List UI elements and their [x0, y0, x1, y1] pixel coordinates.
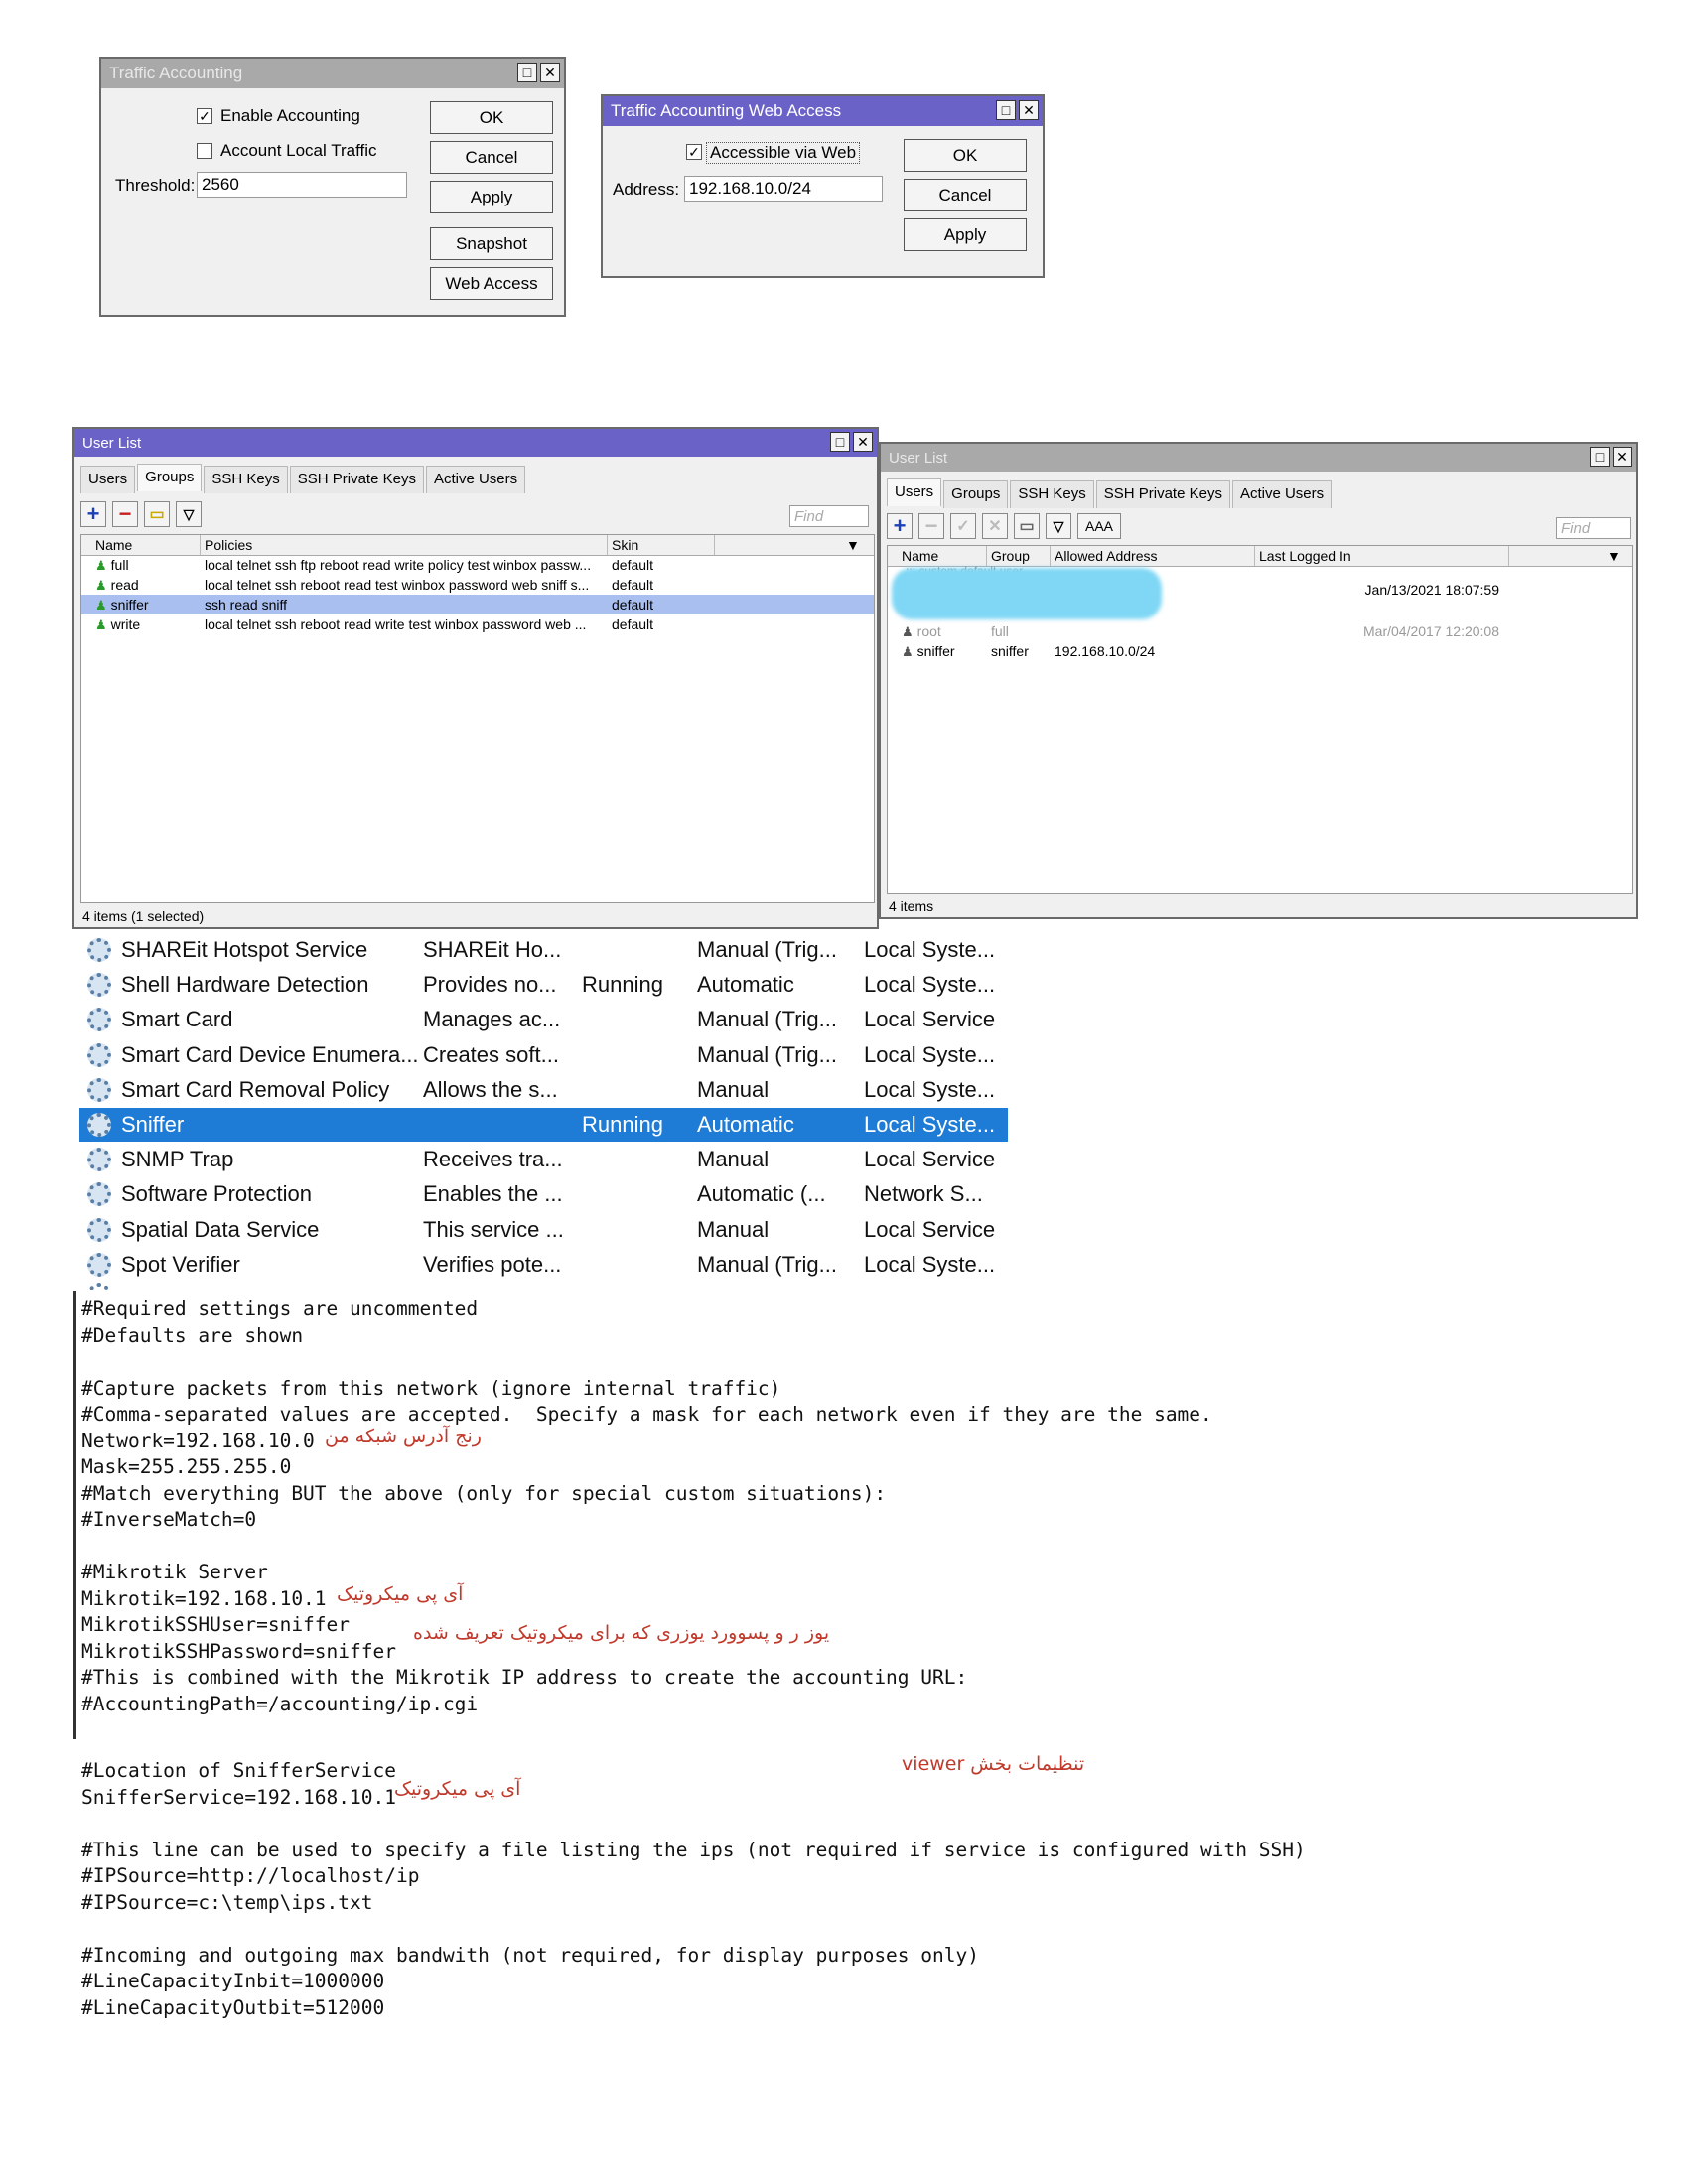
service-name: Sniffer	[121, 1112, 185, 1137]
service-row[interactable]	[79, 1177, 1008, 1211]
config-line: #Location of SnifferService	[81, 1759, 396, 1782]
gear-icon	[87, 1253, 111, 1277]
tab-active-users[interactable]: Active Users	[1232, 480, 1332, 508]
service-row[interactable]	[79, 1213, 1008, 1247]
config-line: Mikrotik=192.168.10.1	[81, 1586, 327, 1610]
gear-icon	[87, 1218, 111, 1242]
config-line	[81, 1534, 1212, 1561]
note-viewer-settings: تنظیمات بخش viewer	[902, 1753, 1085, 1775]
note-service-ip: آی پی میکروتیک	[394, 1778, 521, 1800]
service-status: Running	[582, 1112, 663, 1137]
table-row[interactable]	[81, 555, 874, 575]
service-log-on-as: Local Syste...	[864, 972, 996, 998]
window-title: User List	[889, 449, 948, 467]
user-allowed-address	[1051, 621, 1255, 641]
accessible-via-web-label: Accessible via Web	[706, 142, 860, 164]
group-icon: ♟	[95, 598, 107, 613]
editor-margin-line	[73, 1291, 76, 1739]
group-name-cell	[91, 614, 201, 634]
service-startup-type: Manual (Trig...	[697, 1251, 838, 1277]
user-name: root	[916, 623, 941, 639]
group-skin: default	[612, 616, 654, 632]
tab-groups[interactable]: Groups	[943, 480, 1008, 508]
traffic-accounting-titlebar[interactable]	[101, 59, 564, 88]
table-row[interactable]	[888, 641, 1632, 661]
service-log-on-as: Local Syste...	[864, 1112, 996, 1137]
config-line: #Match everything BUT the above (only for special custom situations):	[81, 1481, 887, 1505]
service-log-on-as: Local Service	[864, 1147, 996, 1172]
filter-icon[interactable]: ▽	[176, 501, 202, 527]
users-table	[887, 545, 1633, 894]
service-description: Provides no...	[423, 972, 557, 998]
service-log-on-as: Local Service	[864, 1007, 996, 1032]
column-skin[interactable]: Skin	[608, 535, 715, 555]
service-startup-type: Manual	[697, 1216, 770, 1242]
snapshot-button[interactable]: Snapshot	[430, 227, 553, 260]
config-block-viewer	[81, 1758, 1306, 2021]
config-line: #This line can be used to specify a file listing the ips (not required if service is configured with SSH)	[81, 1838, 1306, 1861]
user-list-tabs	[80, 466, 527, 493]
config-line: #Required settings are uncommented	[81, 1297, 479, 1320]
group-name: sniffer	[110, 597, 149, 613]
user-icon: ♟	[902, 624, 914, 639]
note-mikrotik-ip: آی پی میکروتیک	[337, 1583, 464, 1605]
config-line	[81, 1811, 1306, 1838]
service-log-on-as: Local Syste...	[864, 1251, 996, 1277]
service-description: This service ...	[423, 1216, 564, 1242]
web-access-window	[601, 94, 1045, 278]
note-user-pass: یوز ر و پسوورد یوزری که برای میکروتیک تعریف شده	[413, 1622, 830, 1644]
tab-users[interactable]: Users	[887, 478, 941, 506]
address-input[interactable]: 192.168.10.0/24	[684, 176, 883, 202]
service-description: Manages ac...	[423, 1007, 561, 1032]
service-startup-type: Manual (Trig...	[697, 1041, 838, 1067]
add-icon[interactable]: +	[887, 513, 913, 539]
enable-accounting-label: Enable Accounting	[220, 106, 360, 125]
config-line: MikrotikSSHUser=sniffer	[81, 1613, 351, 1636]
service-startup-type: Automatic	[697, 972, 794, 998]
gear-icon	[87, 1043, 111, 1067]
group-icon: ♟	[95, 558, 107, 573]
add-icon[interactable]: +	[80, 501, 106, 527]
gear-icon	[87, 1008, 111, 1031]
maximize-icon[interactable]: □	[1590, 447, 1610, 467]
config-line: #InverseMatch=0	[81, 1508, 257, 1531]
group-name-cell	[91, 595, 201, 614]
comment-icon[interactable]: ▭	[1014, 513, 1040, 539]
gear-icon	[87, 1078, 111, 1102]
column-menu-icon[interactable]: ▼	[1607, 548, 1620, 564]
remove-icon[interactable]: −	[112, 501, 138, 527]
service-row[interactable]	[79, 968, 1008, 1002]
web-access-button[interactable]: Web Access	[430, 267, 553, 300]
group-skin: default	[612, 577, 654, 593]
config-line: #Capture packets from this network (ignore internal traffic)	[81, 1376, 781, 1400]
config-line	[81, 1349, 1212, 1376]
service-log-on-as: Network S...	[864, 1181, 983, 1207]
note-network-range: رنج آدرس شبکه من	[325, 1426, 482, 1447]
user-list-titlebar[interactable]	[881, 444, 1636, 472]
group-policies: ssh read sniff	[205, 597, 288, 613]
user-last-logged-in	[1255, 641, 1509, 661]
maximize-icon[interactable]: □	[996, 100, 1016, 120]
address-label: Address:	[613, 180, 680, 199]
group-name: write	[110, 616, 141, 632]
comment-icon[interactable]: ▭	[144, 501, 170, 527]
service-row[interactable]	[79, 1108, 1008, 1142]
group-policies: local telnet ssh ftp reboot read write policy test winbox passw...	[205, 557, 592, 573]
filter-icon[interactable]: ▽	[1046, 513, 1071, 539]
account-local-traffic-checkbox[interactable]	[197, 143, 212, 159]
service-row[interactable]	[79, 1143, 1008, 1176]
tab-groups[interactable]: Groups	[137, 464, 202, 491]
service-description: Creates soft...	[423, 1041, 559, 1067]
service-log-on-as: Local Syste...	[864, 1076, 996, 1102]
gear-icon	[87, 973, 111, 997]
service-name: Smart Card	[121, 1007, 233, 1032]
service-row[interactable]	[79, 1248, 1008, 1282]
close-icon[interactable]: ✕	[853, 432, 873, 452]
cancel-button[interactable]: Cancel	[904, 179, 1027, 211]
column-last-logged-in[interactable]: Last Logged In	[1255, 546, 1509, 566]
service-name: Shell Hardware Detection	[121, 972, 369, 998]
config-line: #AccountingPath=/accounting/ip.cgi	[81, 1692, 479, 1715]
account-local-traffic-label: Account Local Traffic	[220, 141, 377, 160]
redacted-area	[892, 568, 1162, 619]
column-policies[interactable]: Policies	[201, 535, 608, 555]
traffic-accounting-window	[99, 57, 566, 317]
service-name: SNMP Trap	[121, 1147, 234, 1172]
threshold-input[interactable]: 2560	[197, 172, 407, 198]
service-name: Spot Verifier	[121, 1251, 240, 1277]
group-policies: local telnet ssh reboot read test winbox password web sniff s...	[205, 577, 590, 593]
service-name: Smart Card Device Enumera...	[121, 1041, 419, 1067]
user-list-groups-window	[72, 427, 879, 929]
group-name-cell	[91, 555, 201, 575]
service-log-on-as: Local Syste...	[864, 937, 996, 962]
config-line: #This is combined with the Mikrotik IP address to create the accounting URL:	[81, 1666, 968, 1689]
config-line: Network=192.168.10.0	[81, 1429, 315, 1452]
table-row[interactable]	[81, 595, 874, 614]
window-title: User List	[82, 434, 142, 452]
groups-table	[80, 534, 875, 903]
service-log-on-as: Local Syste...	[864, 1041, 996, 1067]
tab-ssh-private-keys[interactable]: SSH Private Keys	[290, 466, 424, 493]
group-name: full	[110, 557, 129, 573]
window-title: Traffic Accounting Web Access	[611, 101, 842, 120]
config-line: #LineCapacityOutbit=512000	[81, 1995, 385, 2019]
config-line: MikrotikSSHPassword=sniffer	[81, 1639, 396, 1663]
table-header	[81, 535, 874, 556]
ok-button[interactable]: OK	[430, 101, 553, 134]
tab-ssh-keys[interactable]: SSH Keys	[204, 466, 287, 493]
maximize-icon[interactable]: □	[830, 432, 850, 452]
user-last-logged-in: Jan/13/2021 18:07:59	[1364, 582, 1499, 598]
tab-active-users[interactable]: Active Users	[426, 466, 525, 493]
gear-icon	[87, 938, 111, 962]
service-description: SHAREit Ho...	[423, 937, 562, 962]
user-list-users-window	[879, 442, 1638, 919]
user-group: full	[991, 623, 1009, 639]
gear-icon	[87, 1148, 111, 1171]
user-name: sniffer	[916, 643, 955, 659]
find-input[interactable]: Find	[1556, 517, 1631, 539]
ok-button[interactable]: OK	[904, 139, 1027, 172]
service-name: Software Protection	[121, 1181, 312, 1207]
user-last-logged-in: Mar/04/2017 12:20:08	[1363, 623, 1499, 639]
column-menu-icon[interactable]: ▼	[846, 537, 860, 553]
config-line: #Incoming and outgoing max bandwith (not required, for display purposes only)	[81, 1943, 979, 1967]
close-icon[interactable]: ✕	[540, 63, 560, 82]
service-description: Receives tra...	[423, 1147, 563, 1172]
user-list-tabs	[887, 480, 1334, 508]
service-row[interactable]	[79, 1038, 1008, 1072]
enable-accounting-checkbox[interactable]: ✓	[197, 108, 212, 124]
group-icon: ♟	[95, 617, 107, 632]
config-line: #Comma-separated values are accepted. Specify a mask for each network even if they are the same.	[81, 1403, 1212, 1426]
service-name: Spatial Data Service	[121, 1216, 320, 1242]
config-line: #IPSource=http://localhost/ip	[81, 1864, 420, 1887]
service-startup-type: Manual (Trig...	[697, 1007, 838, 1032]
config-line: #IPSource=c:\temp\ips.txt	[81, 1890, 373, 1914]
cancel-button[interactable]: Cancel	[430, 141, 553, 174]
gear-icon	[87, 1113, 111, 1137]
column-group[interactable]: Group	[987, 546, 1051, 566]
service-startup-type: Manual	[697, 1147, 770, 1172]
service-status: Running	[582, 972, 663, 998]
close-icon[interactable]: ✕	[1613, 447, 1632, 467]
services-cutoff-row	[79, 1283, 1008, 1290]
service-name: SHAREit Hotspot Service	[121, 937, 368, 962]
apply-button[interactable]: Apply	[430, 181, 553, 213]
service-startup-type: Manual	[697, 1076, 770, 1102]
status-bar: 4 items	[889, 898, 934, 914]
column-name[interactable]: Name	[91, 535, 201, 555]
user-list-titlebar[interactable]	[74, 429, 877, 457]
table-row[interactable]	[81, 575, 874, 595]
group-icon: ♟	[95, 578, 107, 593]
remove-icon[interactable]: −	[918, 513, 944, 539]
column-name[interactable]: Name	[898, 546, 987, 566]
service-row[interactable]	[79, 933, 1008, 967]
user-name-cell	[898, 641, 987, 661]
config-block-required	[81, 1297, 1212, 1717]
group-skin: default	[612, 557, 654, 573]
service-log-on-as: Local Service	[864, 1216, 996, 1242]
service-row[interactable]	[79, 1003, 1008, 1036]
service-description: Allows the s...	[423, 1076, 558, 1102]
accessible-via-web-checkbox[interactable]: ✓	[686, 144, 702, 160]
user-group: sniffer	[991, 643, 1029, 659]
service-startup-type: Automatic (...	[697, 1181, 826, 1207]
user-icon: ♟	[902, 644, 914, 659]
tab-ssh-keys[interactable]: SSH Keys	[1010, 480, 1093, 508]
find-input[interactable]: Find	[789, 505, 869, 527]
service-description: Enables the ...	[423, 1181, 563, 1207]
tab-ssh-private-keys[interactable]: SSH Private Keys	[1096, 480, 1230, 508]
maximize-icon[interactable]: □	[517, 63, 537, 82]
service-startup-type: Manual (Trig...	[697, 937, 838, 962]
config-line: #Defaults are shown	[81, 1323, 304, 1347]
service-startup-type: Automatic	[697, 1112, 794, 1137]
tab-users[interactable]: Users	[80, 466, 135, 493]
table-row[interactable]	[888, 621, 1632, 641]
user-name-cell	[898, 621, 987, 641]
service-name: Smart Card Removal Policy	[121, 1076, 390, 1102]
group-policies: local telnet ssh reboot read write test winbox password web ...	[205, 616, 587, 632]
group-skin: default	[612, 597, 654, 613]
table-row[interactable]	[81, 614, 874, 634]
gear-icon	[87, 1182, 111, 1206]
group-name: read	[110, 577, 139, 593]
column-allowed-address[interactable]: Allowed Address	[1051, 546, 1255, 566]
window-title: Traffic Accounting	[109, 64, 243, 82]
config-line: Mask=255.255.255.0	[81, 1455, 292, 1478]
config-line: SnifferService=192.168.10.1	[81, 1785, 396, 1809]
config-line: #LineCapacityInbit=1000000	[81, 1970, 385, 1992]
threshold-label: Threshold:	[115, 176, 196, 195]
status-bar: 4 items (1 selected)	[82, 908, 205, 924]
config-line: #Mikrotik Server	[81, 1561, 268, 1583]
config-line	[81, 1916, 1306, 1943]
service-row[interactable]	[79, 1073, 1008, 1107]
table-header	[888, 546, 1632, 567]
groups-toolbar	[80, 501, 202, 527]
enable-icon[interactable]: ✓	[950, 513, 976, 539]
service-description: Verifies pote...	[423, 1251, 562, 1277]
users-toolbar	[887, 513, 1121, 539]
apply-button[interactable]: Apply	[904, 218, 1027, 251]
close-icon[interactable]: ✕	[1019, 100, 1039, 120]
group-name-cell	[91, 575, 201, 595]
user-allowed-address: 192.168.10.0/24	[1055, 643, 1156, 659]
aaa-button[interactable]: AAA	[1077, 513, 1121, 539]
disable-icon[interactable]: ✕	[982, 513, 1008, 539]
web-access-titlebar[interactable]	[603, 96, 1043, 126]
